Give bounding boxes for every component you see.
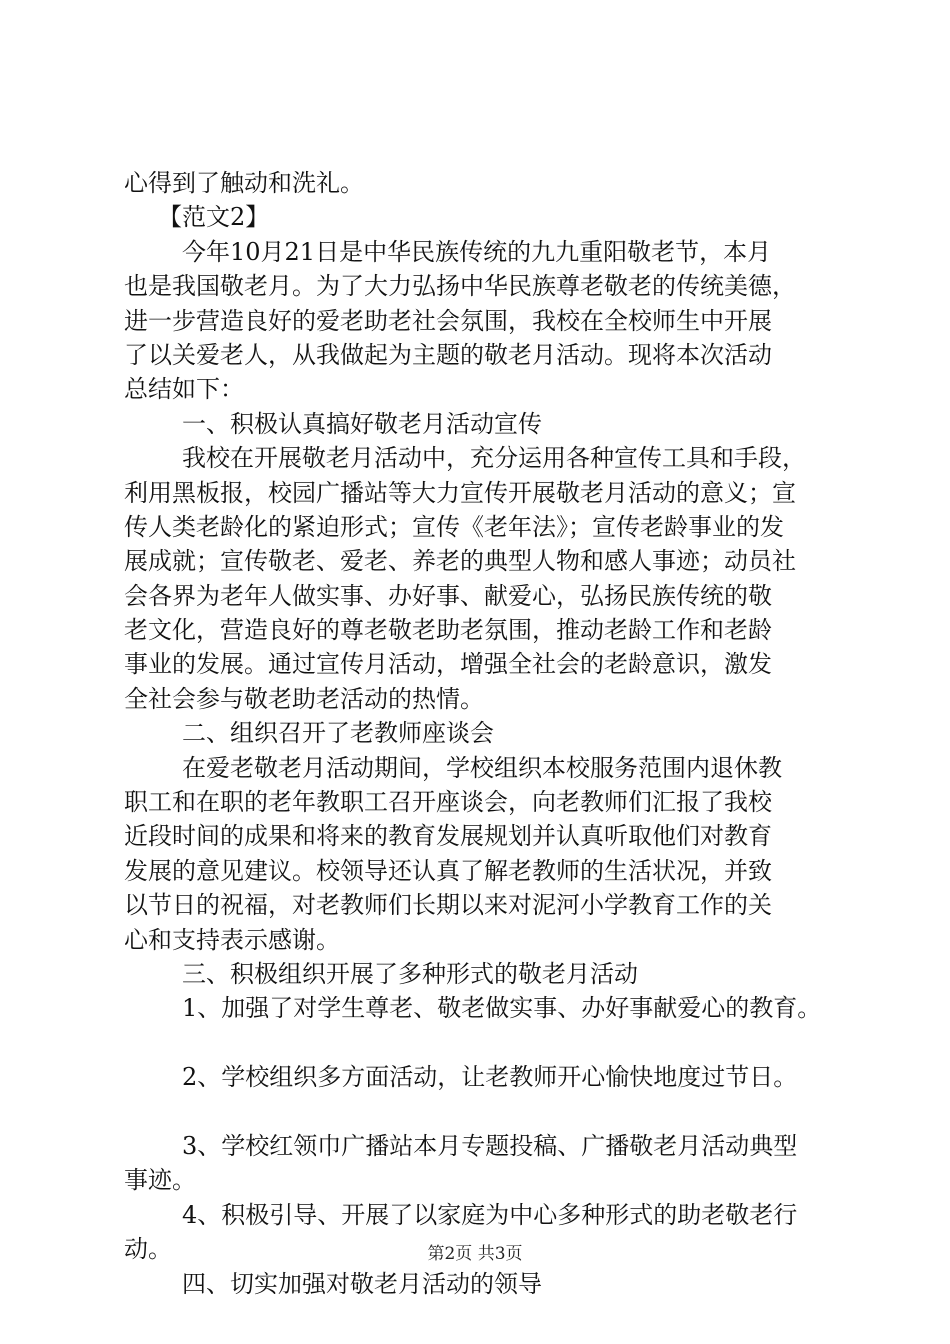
text-line: 四、切实加强对敬老月活动的领导 [182, 1269, 542, 1298]
text-line: 1、加强了对学生尊老、敬老做实事、办好事献爱心的教育。 [182, 994, 822, 1023]
text-line: 会各界为老年人做实事、办好事、献爱心，弘扬民族传统的敬 [124, 581, 772, 610]
text-line: 4、积极引导、开展了以家庭为中心多种形式的助老敬老行 [182, 1200, 798, 1229]
text-line: 近段时间的成果和将来的教育发展规划并认真听取他们对教育 [124, 822, 772, 851]
text-line: 展成就；宣传敬老、爱老、养老的典型人物和感人事迹；动员社 [124, 547, 796, 576]
text-line: 职工和在职的老年教职工召开座谈会，向老教师们汇报了我校 [124, 788, 772, 817]
text-line: 心和支持表示感谢。 [124, 925, 340, 954]
text-line: 总结如下： [124, 375, 244, 404]
text-line: 了以关爱老人，从我做起为主题的敬老月活动。现将本次活动 [124, 340, 772, 369]
text-line: 2、学校组织多方面活动，让老教师开心愉快地度过节日。 [182, 1063, 798, 1092]
text-line: 也是我国敬老月。为了大力弘扬中华民族尊老敬老的传统美德， [124, 272, 796, 301]
text-line: 我校在开展敬老月活动中，充分运用各种宣传工具和手段， [182, 444, 806, 473]
text-line: 发展的意见建议。校领导还认真了解老教师的生活状况，并致 [124, 856, 772, 885]
text-line: 【范文2】 [158, 203, 270, 232]
text-line: 事迹。 [124, 1166, 196, 1195]
text-line: 在爱老敬老月活动期间，学校组织本校服务范围内退休教 [182, 753, 782, 782]
text-line: 全社会参与敬老助老活动的热情。 [124, 684, 484, 713]
text-line: 动。 [124, 1235, 172, 1264]
text-line: 3、学校红领巾广播站本月专题投稿、广播敬老月活动典型 [182, 1131, 798, 1160]
paragraph-spacer [124, 1026, 844, 1060]
text-line: 利用黑板报，校园广播站等大力宣传开展敬老月活动的意义；宣 [124, 478, 796, 507]
document-body [124, 166, 844, 1301]
text-line: 三、积极组织开展了多种形式的敬老月活动 [182, 959, 638, 988]
text-line: 一、积极认真搞好敬老月活动宣传 [182, 409, 542, 438]
text-line: 老文化，营造良好的尊老敬老助老氛围，推动老龄工作和老龄 [124, 616, 772, 645]
text-line: 以节日的祝福，对老教师们长期以来对泥河小学教育工作的关 [124, 891, 772, 920]
text-line: 今年10月21日是中华民族传统的九九重阳敬老节，本月 [182, 237, 772, 266]
text-line: 心得到了触动和洗礼。 [124, 169, 364, 197]
text-line: 传人类老龄化的紧迫形式；宣传《老年法》；宣传老龄事业的发 [124, 512, 784, 541]
page-footer: 第2页 共3页 [427, 1244, 523, 1264]
text-line: 二、组织召开了老教师座谈会 [182, 719, 494, 748]
paragraph-spacer [124, 1095, 844, 1129]
text-line: 进一步营造良好的爱老助老社会氛围，我校在全校师生中开展 [124, 306, 772, 335]
text-line: 事业的发展。通过宣传月活动，增强全社会的老龄意识，激发 [124, 650, 772, 679]
